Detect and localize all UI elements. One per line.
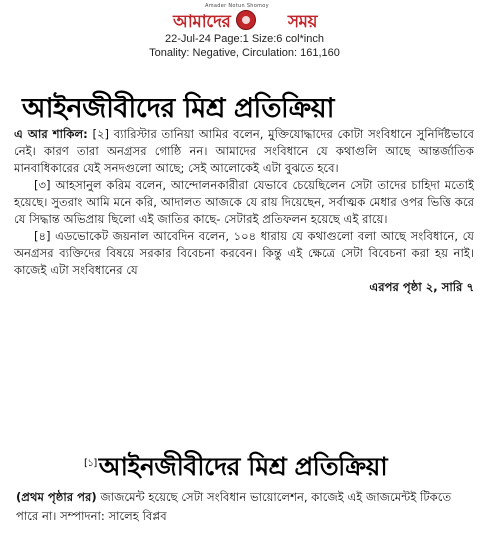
masthead-tagline: Amader Notun Shomoy [205,3,269,9]
logo-emblem-icon [236,10,256,30]
article-paragraph-2: [৩] আহসানুল করিম বলেন, আন্দোলনকারীরা যেভাবে চেয়েছিলেন সেটা তাদের চাহিদা মতোই হয়েছে। সুতরাং আমি মনে করি, আদালত আজকে যে রায় দিয়েছেন, সর্বাত্মক মেধার ওপর ভিত্তি করে যে সিদ্ধান্ত অভিপ্রায় ছিলো এই জাতির কাছে- সেটারই প্রতিফলন হয়েছে এই রায়ে। [14,178,474,226]
article-paragraph-1 [14,126,474,177]
logo-text-right: সময় [287,12,317,32]
continuation-text: জাজমেন্ট হয়েছে সেটা সংবিধান ভায়োলেশন, কাজেই এই জাজমেন্টই টিকতে পারে না। সম্পাদনা: সালেহ বিপ্লব [16,490,452,523]
continuation-lead: (প্রথম পৃষ্ঠার পর) [16,490,97,504]
article-body [14,126,474,296]
newspaper-logo [173,9,317,33]
logo-text-left: আমাদের [173,12,231,32]
clip-meta-date-page: 22-Jul-24 Page:1 Size:6 col*inch [165,33,324,45]
article-paragraph-3: [৪] এডভোকেট জয়নাল আবেদিন বলেন, ১০৪ ধারায় যে কথাগুলো বলা আছে সংবিধানে, যে অনগ্রসর ব্যক্তিদের বিষয়ে সরকার বিবেচনা করবেন। কিন্তু এই ক্ষেত্রে সেটা বিবেচনা করা হয় নাই। কাজেই এটা সংবিধানের যে [14,229,474,277]
article-headline: আইনজীবীদের মিশ্র প্রতিক্রিয়া [22,93,334,124]
continuation-body [16,488,476,526]
article-byline: এ আর শাকিল: [14,127,88,141]
continuation-marker: [১] [84,457,97,469]
continuation-headline-text: আইনজীবীদের মিশ্র প্রতিক্রিয়া [98,452,388,481]
article-jump-line: এরপর পৃষ্ঠা ২, সারি ৭ [369,280,474,294]
continuation-headline [84,447,387,490]
clip-meta-tonality: Tonality: Negative, Circulation: 161,160 [149,47,340,59]
article-paragraph-1-text: [২] ব্যারিস্টার তানিয়া আমির বলেন, মুক্তিযোদ্ধাদের কোটা সংবিধানে সুনির্দিষ্টভাবে নেই। কারণ তারা অনগ্রসর গোষ্ঠি নন। আমাদের সংবিধানে যে কথাগুলি আছে আন্তর্জাতিক মানবাধিকারের যেই সনদগুলো আছে; সেই আলোকেই এটা বুঝতে হবে। [14,127,474,175]
